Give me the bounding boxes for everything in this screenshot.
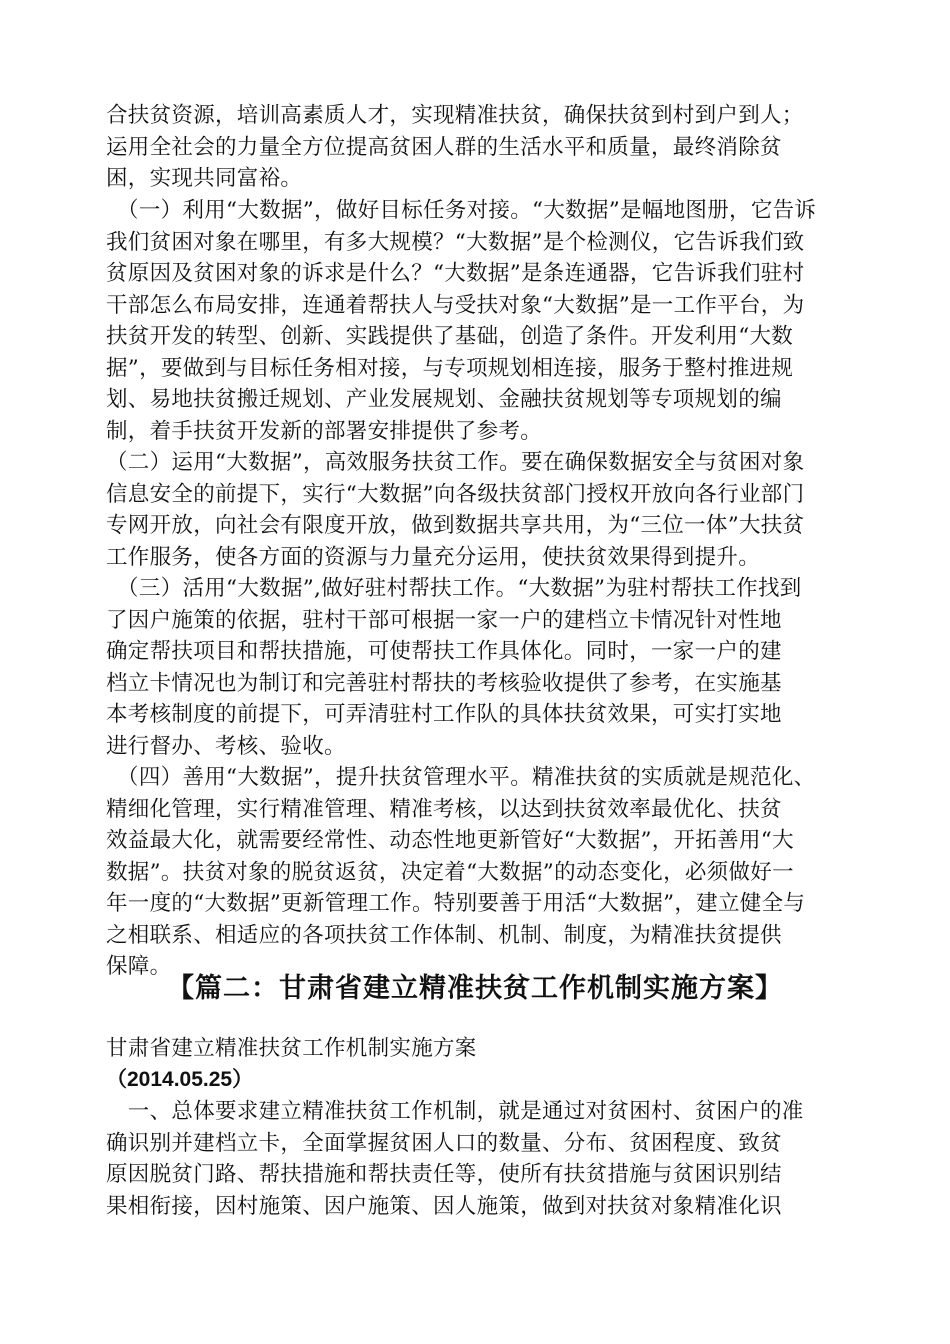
paragraph-intro (106, 100, 850, 195)
text-line: 果相衔接，因村施策、因户施策、因人施策，做到对扶贫对象精准化识 (106, 1193, 782, 1219)
text-line: 进行督办、考核、验收。 (106, 733, 346, 759)
text-line: 数据”。扶贫对象的脱贫返贫，决定着“大数据”的动态变化，必须做好一 (106, 859, 794, 885)
text-line: 干部怎么布局安排，连通着帮扶人与受扶对象“大数据”是一工作平台，为 (106, 292, 805, 318)
paragraph-section-4 (106, 762, 850, 983)
text-line: 确识别并建档立卡，全面掌握贫困人口的数量、分布、贫困程度、致贫 (106, 1130, 782, 1156)
paragraph-section-2 (106, 447, 850, 573)
paragraph-section-3 (106, 573, 850, 762)
text-line: （四）善用“大数据”，提升扶贫管理水平。精准扶贫的实质就是规范化、 (106, 765, 816, 790)
text-line: 制，着手扶贫开发新的部署安排提供了参考。 (106, 418, 543, 444)
text-line: 困，实现共同富裕。 (106, 166, 303, 191)
text-line: 效益最大化，就需要经常性、动态性地更新管好“大数据”，开拓善用“大 (106, 828, 794, 853)
text-line: 原因脱贫门路、帮扶措施和帮扶责任等，使所有扶贫措施与贫困识别结 (106, 1162, 782, 1187)
text-line: 一、总体要求建立精准扶贫工作机制，就是通过对贫困村、贫困户的准 (106, 1099, 804, 1124)
text-line: 划、易地扶贫搬迁规划、产业发展规划、金融扶贫规划等专项规划的编 (106, 387, 782, 412)
text-line: 扶贫开发的转型、创新、实践提供了基础，创造了条件。开发利用“大数 (106, 324, 794, 349)
text-line: 我们贫困对象在哪里，有多大规模？“大数据”是个检测仪，它告诉我们致 (106, 229, 805, 255)
text-line: 合扶贫资源，培训高素质人才，实现精准扶贫，确保扶贫到村到户到人； (106, 103, 804, 128)
text-line: 年一度的“大数据”更新管理工作。特别要善于用活“大数据”，建立健全与 (106, 891, 806, 916)
text-line: 保障。 (106, 954, 172, 979)
text-line: 精细化管理，实行精准管理、精准考核，以达到扶贫效率最优化、扶贫 (106, 796, 782, 822)
text-line: 确定帮扶项目和帮扶措施，可使帮扶工作具体化。同时，一家一户的建 (106, 639, 782, 664)
text-line: （二）运用“大数据”，高效服务扶贫工作。要在确保数据安全与贫困对象 (106, 450, 805, 475)
doc-title-text: 甘肃省建立精准扶贫工作机制实施方案 (106, 1036, 477, 1061)
paragraph-general-requirements (106, 1096, 850, 1222)
text-line: 档立卡情况也为制订和完善驻村帮扶的考核验收提供了参考，在实施基 (106, 670, 782, 696)
text-line: 了因户施策的依据，驻村干部可根据一家一户的建档立卡情况针对性地 (106, 607, 782, 633)
text-line: 据”，要做到与目标任务相对接，与专项规划相连接，服务于整村推进规 (106, 355, 794, 381)
doc-date: （2014.05.25） (106, 1068, 254, 1091)
text-line: 之相联系、相适应的各项扶贫工作体制、机制、制度，为精准扶贫提供 (106, 922, 782, 948)
text-line: 工作服务，使各方面的资源与力量充分运用，使扶贫效果得到提升。 (106, 544, 761, 570)
text-line: 贫原因及贫困对象的诉求是什么？“大数据”是条连通器，它告诉我们驻村 (106, 261, 805, 286)
text-line: 本考核制度的前提下，可弄清驻村工作队的具体扶贫效果，可实打实地 (106, 702, 782, 727)
text-line: 专网开放，向社会有限度开放，做到数据共享共用，为“三位一体”大扶贫 (106, 513, 805, 538)
text-line: （三）活用“大数据”,做好驻村帮扶工作。“大数据”为驻村帮扶工作找到 (106, 576, 802, 601)
text-line: 信息安全的前提下，实行“大数据”向各级扶贫部门授权开放向各行业部门 (106, 481, 805, 507)
doc-title (106, 1033, 850, 1065)
text-line: （一）利用“大数据”，做好目标任务对接。“大数据”是幅地图册，它告诉 (106, 198, 817, 223)
section-heading: 【篇二：甘肃省建立精准扶贫工作机制实施方案】 (167, 973, 783, 1004)
text-line: 运用全社会的力量全方位提高贫困人群的生活水平和质量，最终消除贫 (106, 134, 782, 160)
paragraph-section-1 (106, 195, 850, 447)
